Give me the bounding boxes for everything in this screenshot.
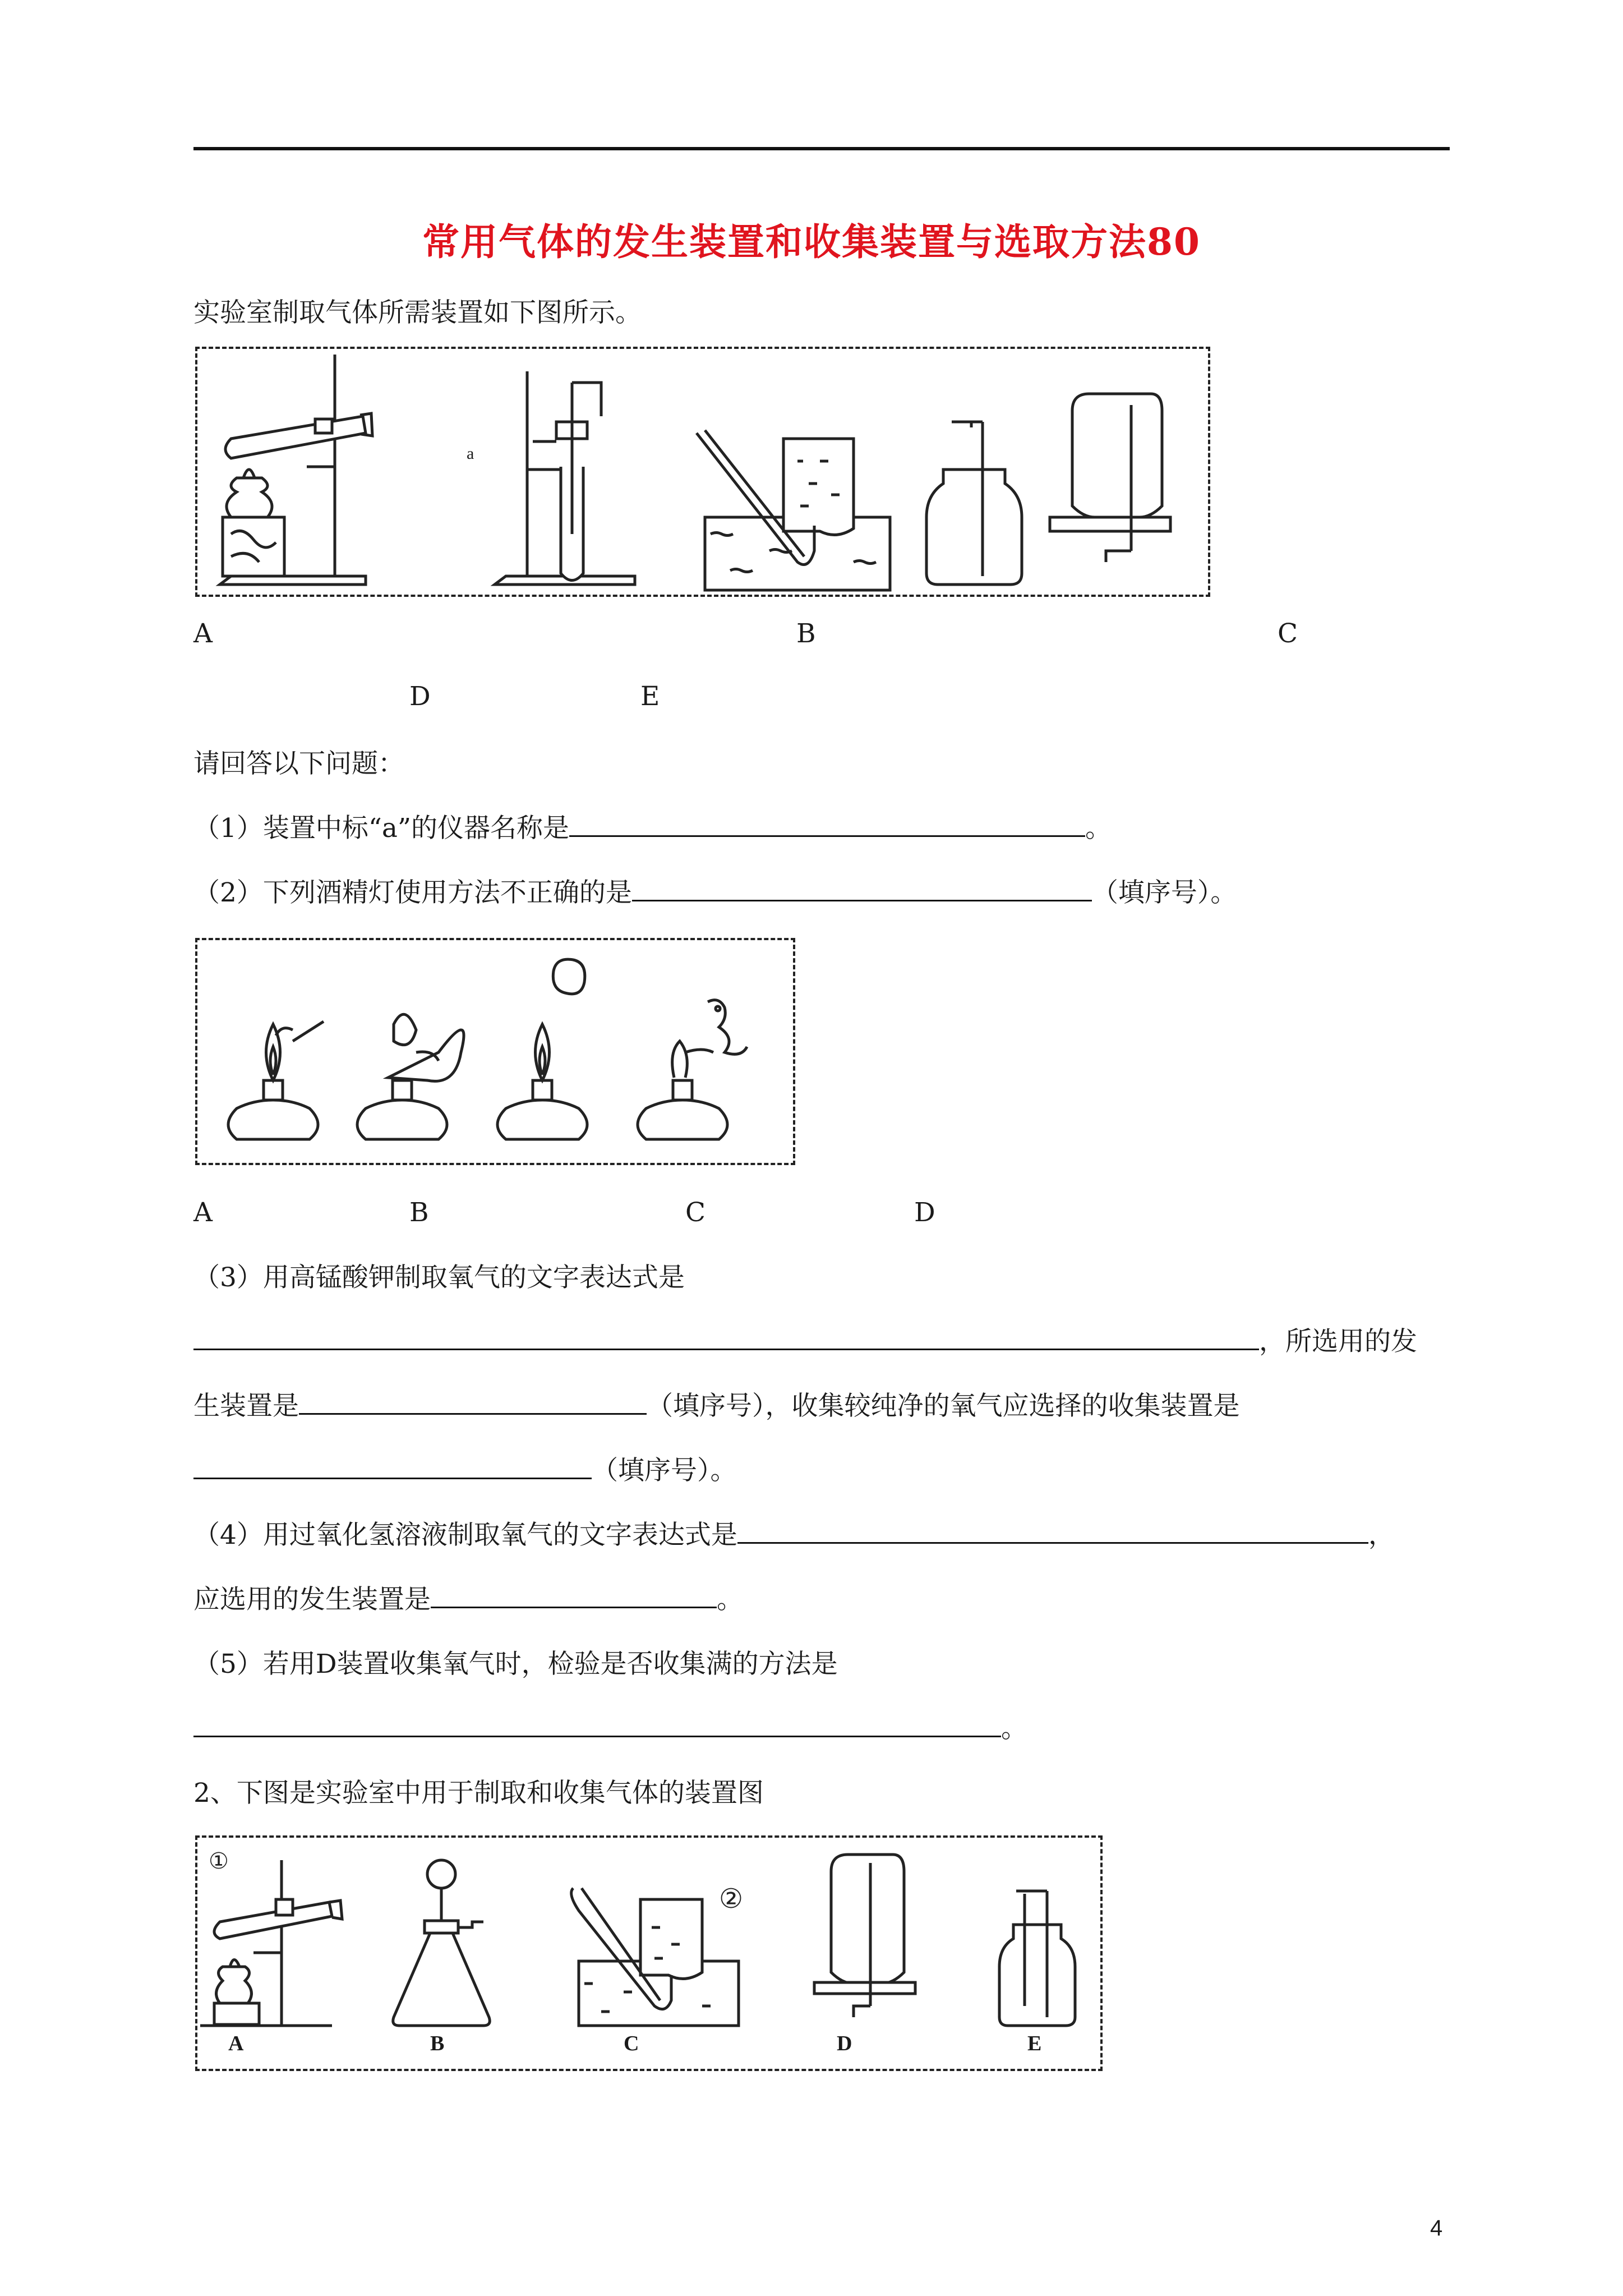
fig3-label-C: C <box>624 2032 639 2055</box>
fig3-label-E: E <box>1027 2032 1042 2055</box>
fig2-label-C: C <box>685 1197 706 1228</box>
fig1-label-D: D <box>409 681 431 712</box>
fig1-label-C: C <box>1278 618 1298 649</box>
question-4-line-1: （4）用过氧化氢溶液制取氧气的文字表达式是 ， <box>193 1520 1395 1550</box>
answer-blank-2[interactable] <box>632 877 1092 901</box>
fig1-label-E: E <box>640 681 660 712</box>
question-2-heading: 2、下图是实验室中用于制取和收集气体的装置图 <box>193 1778 764 1809</box>
figure-2-alcohol-lamps <box>195 938 795 1165</box>
fig3-label-A: A <box>228 2032 244 2055</box>
answer-blank-5[interactable] <box>193 1713 1001 1737</box>
fig2-label-A: A <box>193 1197 213 1228</box>
figure-3-apparatus <box>195 1835 1103 2071</box>
figure-1-label-a: a <box>467 444 474 463</box>
fig2-label-B: B <box>409 1197 429 1228</box>
question-5-line-2: 。 <box>193 1712 1027 1746</box>
question-3-line-4: （填序号）。 <box>193 1454 737 1488</box>
figure-3-mark-2: ② <box>719 1884 744 1914</box>
answer-blank-3b[interactable] <box>299 1391 647 1415</box>
figure-1-drawing <box>197 349 1212 599</box>
intro-text: 实验室制取气体所需装置如下图所示。 <box>193 297 642 328</box>
fig1-label-B: B <box>796 618 816 649</box>
answer-blank-3c[interactable] <box>193 1455 592 1479</box>
header-rule <box>193 147 1450 150</box>
fig3-label-B: B <box>430 2032 445 2055</box>
question-1: （1）装置中标“a”的仪器名称是 。 <box>193 813 1112 844</box>
question-5-line-1: （5）若用D装置收集氧气时，检验是否收集满的方法是 <box>193 1649 838 1680</box>
question-3-line-2: ，所选用的发 <box>193 1325 1417 1359</box>
fig3-label-D: D <box>837 2032 852 2055</box>
page-title: 常用气体的发生装置和收集装置与选取方法80 <box>422 220 1201 264</box>
figure-1-apparatus <box>195 347 1210 597</box>
answer-blank-3a[interactable] <box>193 1326 1259 1350</box>
question-3-line-1: （3）用高锰酸钾制取氧气的文字表达式是 <box>193 1262 685 1293</box>
page-number: 4 <box>1430 2216 1443 2240</box>
answer-blank-4a[interactable] <box>737 1520 1368 1544</box>
fig1-label-A: A <box>193 618 213 649</box>
fig2-label-D: D <box>914 1197 935 1228</box>
question-3-line-3: 生装置是 （填序号），收集较纯净的氧气应选择的收集装置是 <box>193 1391 1240 1421</box>
question-2: （2）下列酒精灯使用方法不正确的是 （填序号）。 <box>193 877 1237 908</box>
figure-3-mark-1: ① <box>209 1848 229 1874</box>
answer-blank-4b[interactable] <box>431 1584 717 1608</box>
figure-2-drawing <box>197 940 797 1167</box>
prompt-text: 请回答以下问题： <box>193 748 404 779</box>
answer-blank-1[interactable] <box>569 813 1085 837</box>
figure-3-drawing <box>197 1838 1105 2073</box>
question-4-line-2: 应选用的发生装置是 。 <box>193 1584 743 1615</box>
